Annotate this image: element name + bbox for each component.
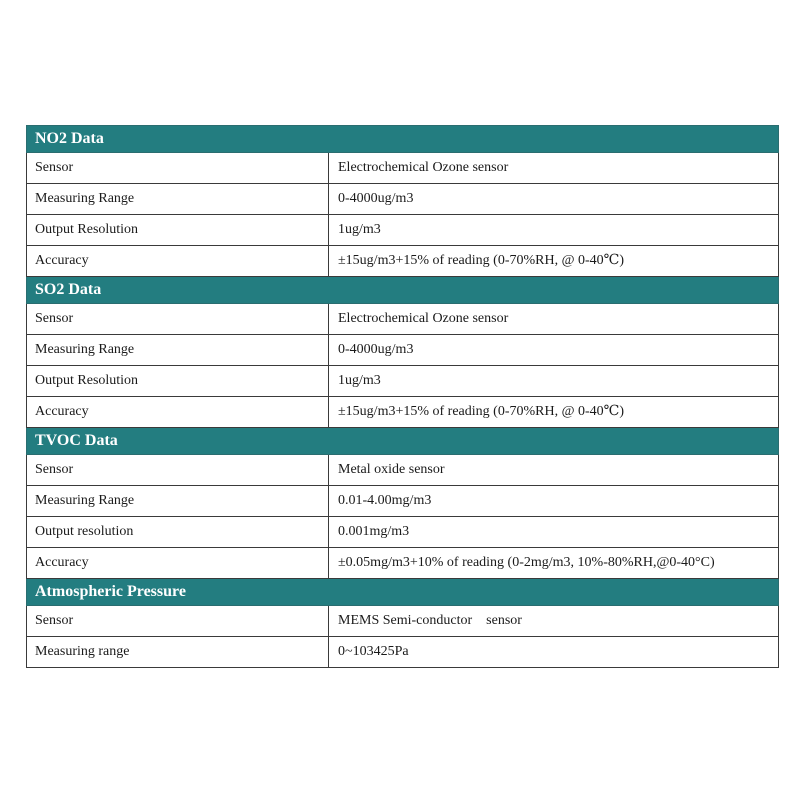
table-row [27, 304, 779, 335]
row-label: Output Resolution [27, 366, 329, 397]
table-row [27, 397, 779, 428]
section-title: TVOC Data [27, 428, 779, 455]
row-label: Accuracy [27, 548, 329, 579]
row-value: 0-4000ug/m3 [329, 335, 779, 366]
row-value: 1ug/m3 [329, 366, 779, 397]
section-header-no2 [27, 126, 779, 153]
table-row [27, 184, 779, 215]
table-row [27, 335, 779, 366]
table-row [27, 517, 779, 548]
row-label: Output resolution [27, 517, 329, 548]
row-value: Metal oxide sensor [329, 455, 779, 486]
section-header-so2 [27, 277, 779, 304]
row-label: Accuracy [27, 246, 329, 277]
table-row [27, 153, 779, 184]
row-label: Sensor [27, 606, 329, 637]
row-label: Measuring Range [27, 486, 329, 517]
section-title: SO2 Data [27, 277, 779, 304]
table-row [27, 548, 779, 579]
row-label: Measuring range [27, 637, 329, 668]
row-label: Sensor [27, 304, 329, 335]
table-row [27, 366, 779, 397]
row-value: 0.001mg/m3 [329, 517, 779, 548]
row-value: 0-4000ug/m3 [329, 184, 779, 215]
section-title: NO2 Data [27, 126, 779, 153]
table-row [27, 246, 779, 277]
section-title: Atmospheric Pressure [27, 579, 779, 606]
row-value: 0.01-4.00mg/m3 [329, 486, 779, 517]
table-row [27, 606, 779, 637]
row-value: MEMS Semi-conductor sensor [329, 606, 779, 637]
sensor-spec-table [26, 125, 779, 668]
table-row [27, 486, 779, 517]
section-header-tvoc [27, 428, 779, 455]
row-label: Measuring Range [27, 184, 329, 215]
row-value: ±0.05mg/m3+10% of reading (0-2mg/m3, 10%-80%RH,@0-40°C) [329, 548, 779, 579]
table-row [27, 215, 779, 246]
row-value: ±15ug/m3+15% of reading (0-70%RH, @ 0-40℃) [329, 246, 779, 277]
row-value: ±15ug/m3+15% of reading (0-70%RH, @ 0-40℃) [329, 397, 779, 428]
row-value: Electrochemical Ozone sensor [329, 304, 779, 335]
row-label: Output Resolution [27, 215, 329, 246]
table-row [27, 455, 779, 486]
row-label: Sensor [27, 153, 329, 184]
row-label: Measuring Range [27, 335, 329, 366]
row-value: 0~103425Pa [329, 637, 779, 668]
table-row [27, 637, 779, 668]
row-value: Electrochemical Ozone sensor [329, 153, 779, 184]
row-label: Accuracy [27, 397, 329, 428]
row-label: Sensor [27, 455, 329, 486]
row-value: 1ug/m3 [329, 215, 779, 246]
section-header-atmospheric-pressure [27, 579, 779, 606]
